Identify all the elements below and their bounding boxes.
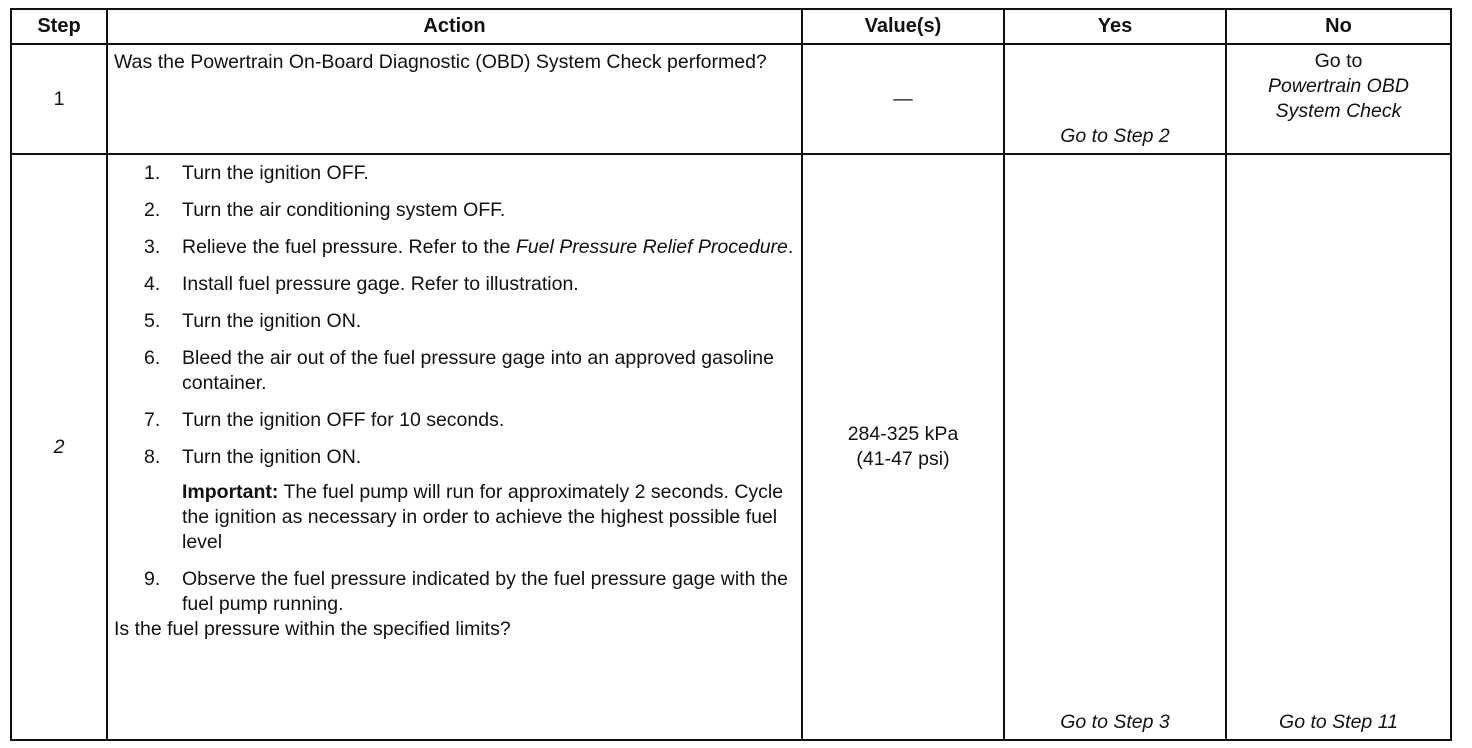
list-item: 4. Install fuel pressure gage. Refer to illustration. xyxy=(144,273,579,295)
yes-link[interactable]: Go to Step 2 xyxy=(1004,44,1226,154)
fuel-relief-link[interactable]: Fuel Pressure Relief Procedure xyxy=(515,236,788,258)
header-action: Action xyxy=(107,9,802,44)
yes-link[interactable]: Go to Step 3 xyxy=(1004,154,1226,740)
list-item: 3. Relieve the fuel pressure. Refer to the Fuel Pressure Relief Procedure. xyxy=(144,236,794,258)
no-target-line2: System Check xyxy=(1275,100,1402,122)
list-item: 6. Bleed the air out of the fuel pressure gage into an approved gasoline container. xyxy=(144,347,774,394)
no-link[interactable]: Go to Step 11 xyxy=(1226,154,1451,740)
no-cell[interactable] xyxy=(1226,44,1451,154)
important-note: Important: The fuel pump will run for approximately 2 seconds. Cycle the ignition as necessary in order to achieve the highest possible fuel level xyxy=(182,481,784,553)
no-target-line1: Powertrain OBD xyxy=(1268,75,1409,97)
diagnostic-table xyxy=(10,8,1452,741)
list-item: 1. Turn the ignition OFF. xyxy=(144,162,369,184)
table-row xyxy=(11,154,1451,740)
header-yes: Yes xyxy=(1004,9,1226,44)
list-item: 2. Turn the air conditioning system OFF. xyxy=(144,199,506,221)
value-kpa: 284-325 kPa xyxy=(847,423,959,445)
value-cell xyxy=(802,154,1004,740)
action-question: Was the Powertrain On-Board Diagnostic (OBD) System Check performed? xyxy=(114,51,767,73)
header-step: Step xyxy=(11,9,107,44)
action-question: Is the fuel pressure within the specified limits? xyxy=(114,618,511,640)
list-item: 8. Turn the ignition ON. xyxy=(144,446,362,468)
step-list xyxy=(114,161,795,617)
header-no: No xyxy=(1226,9,1451,44)
header-row xyxy=(11,9,1451,44)
value-cell: — xyxy=(802,44,1004,154)
value-psi: (41-47 psi) xyxy=(856,448,950,470)
action-text xyxy=(107,44,802,154)
action-steps xyxy=(107,154,802,740)
step-number: 1 xyxy=(11,44,107,154)
step-number: 2 xyxy=(11,154,107,740)
no-prefix: Go to xyxy=(1314,50,1363,72)
table-row xyxy=(11,44,1451,154)
header-values: Value(s) xyxy=(802,9,1004,44)
list-item: 5. Turn the ignition ON. xyxy=(144,310,362,332)
list-item: 7. Turn the ignition OFF for 10 seconds. xyxy=(144,409,505,431)
list-item: 9. Observe the fuel pressure indicated by the fuel pressure gage with the fuel pump running. xyxy=(144,568,788,615)
